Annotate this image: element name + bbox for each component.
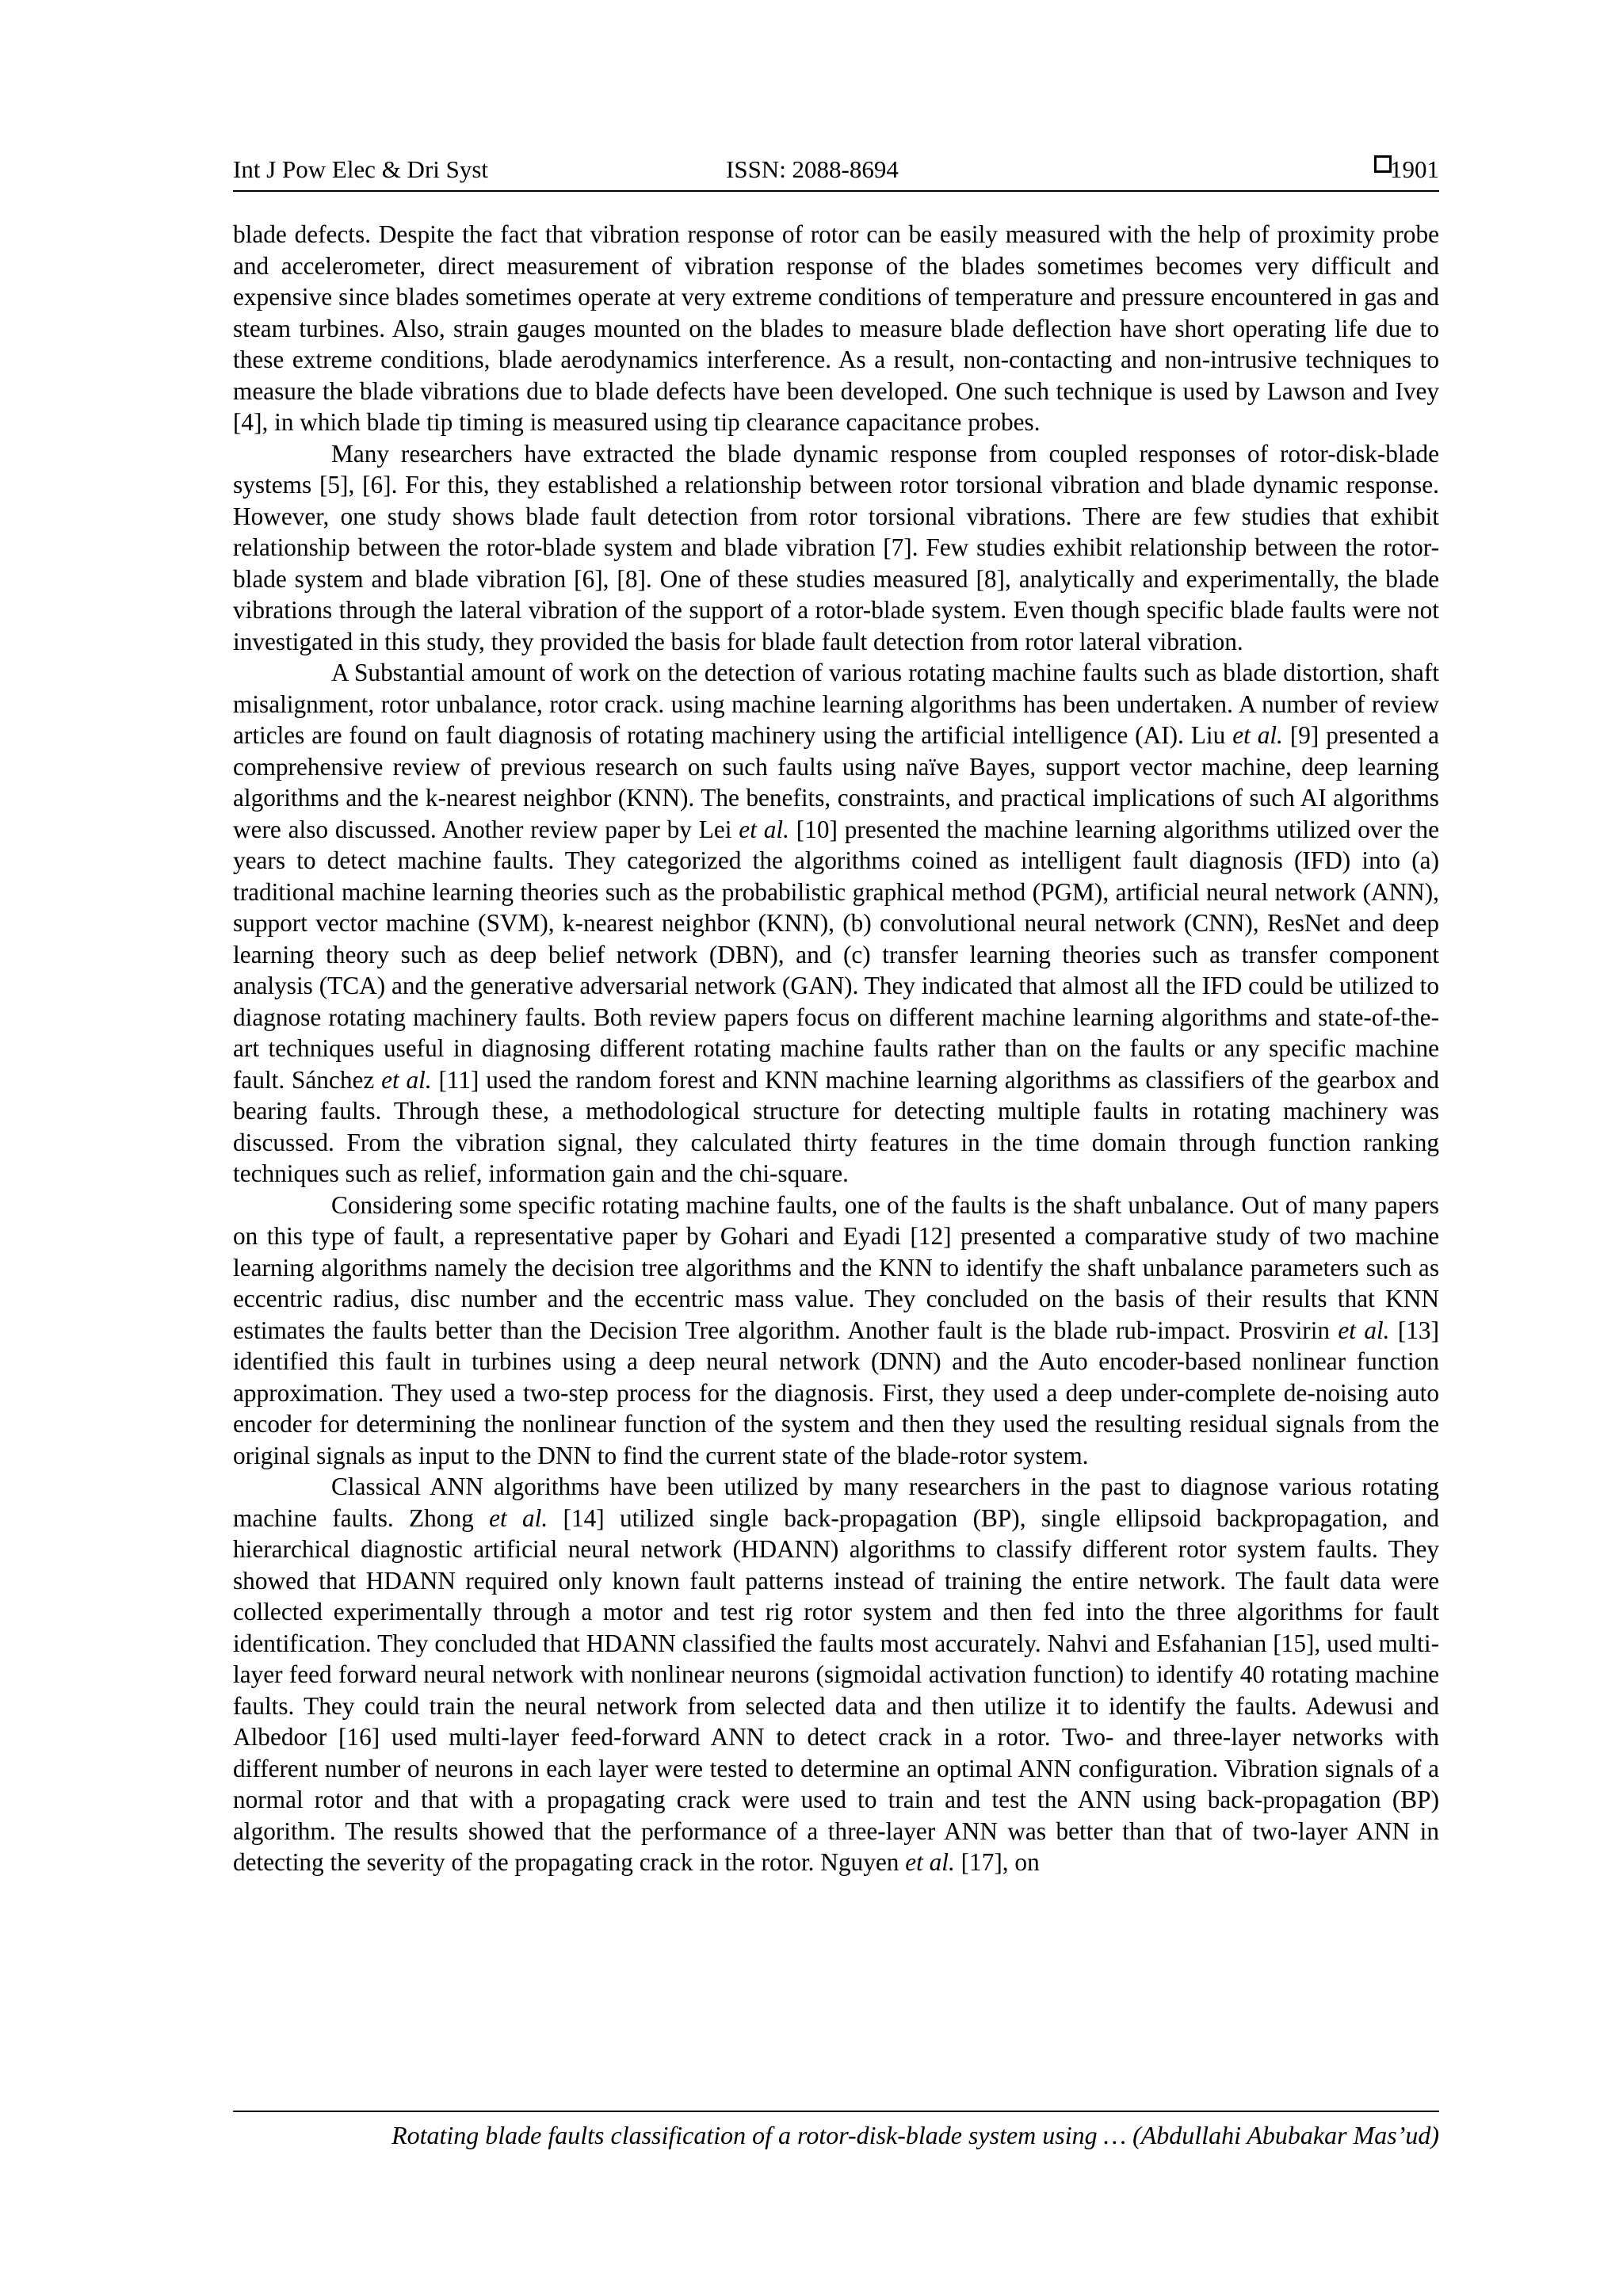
body-paragraph: [233, 1190, 1439, 1472]
body-paragraph: [233, 657, 1439, 1190]
paragraph-text: Many researchers have extracted the blade dynamic response from coupled responses of rotor-disk-blade systems [5], [6]. For this, they established a relationship between rotor torsional vibration and blade dynamic response. However, one study shows blade fault detection from rotor torsional vibrations. There are few studies that exhibit relationship between the rotor-blade system and blade vibration [7]. Few studies exhibit relationship between the rotor-blade system and blade vibration [6], [8]. One of these studies measured [8], analytically and experimentally, the blade vibrations through the lateral vibration of the support of a rotor-blade system. Even though specific blade faults were not investigated in this study, they provided the basis for blade fault detection from rotor lateral vibration.: [233, 439, 1439, 655]
footer-rule: [233, 2111, 1439, 2112]
body-paragraph: [233, 219, 1439, 438]
running-footer: Rotating blade faults classification of a rotor-disk-blade system using … (Abdullahi Abubakar Mas’ud): [391, 2121, 1439, 2149]
italic-text: et al.: [1232, 721, 1283, 749]
paragraph-text: blade defects. Despite the fact that vibration response of rotor can be easily measured with the help of proximity probe and accelerometer, direct measurement of vibration response of the blades sometimes becomes very difficult and expensive since blades sometimes operate at very extreme conditions of temperature and pressure encountered in gas and steam turbines. Also, strain gauges mounted on the blades to measure blade deflection have short operating life due to these extreme conditions, blade aerodynamics interference. As a result, non-contacting and non-intrusive techniques to measure the blade vibrations due to blade defects have been developed. One such technique is used by Lawson and Ivey [4], in which blade tip timing is measured using tip clearance capacitance probes.: [233, 220, 1439, 436]
paragraph-text: [9] presented a comprehensive review of previous research on such faults using naïve Bayes, support vector machine, deep learning algorithms and the k-nearest neighbor (KNN). The benefits, constraints, and practical implications of such AI algorithms were also discussed. Another review paper by Lei: [233, 721, 1439, 843]
paragraph-text: Considering some specific rotating machine faults, one of the faults is the shaft unbalance. Out of many papers on this type of fault, a representative paper by Gohari and Eyadi [12] presented a comparative study of two machine learning algorithms namely the decision tree algorithms and the KNN to identify the shaft unbalance parameters such as eccentric radius, disc number and the eccentric mass value. They concluded on the basis of their results that KNN estimates the faults better than the Decision Tree algorithm. Another fault is the blade rub-impact. Prosvirin: [233, 1190, 1439, 1344]
italic-text: et al.: [905, 1848, 955, 1876]
italic-text: et al.: [1338, 1316, 1390, 1344]
italic-text: et al.: [381, 1065, 432, 1094]
italic-text: et al.: [739, 815, 789, 843]
italic-text: et al.: [489, 1503, 548, 1532]
paragraph-text: Classical ANN algorithms have been utilized by many researchers in the past to diagnose various rotating machine faults. Zhong: [233, 1473, 1439, 1532]
page-number: 1901: [1390, 155, 1439, 183]
body-paragraph: [233, 438, 1439, 658]
paragraph-text: [11] used the random forest and KNN machine learning algorithms as classifiers of the gearbox and bearing faults. Through these, a methodological structure for detecting multiple faults in rotating machinery was discussed. From the vibration signal, they calculated thirty features in the time domain through function ranking techniques such as relief, information gain and the chi-square.: [233, 1065, 1440, 1187]
body-text: [233, 219, 1439, 1878]
paragraph-text: [14] utilized single back-propagation (BP), single ellipsoid backpropagation, and hierarchical diagnostic artificial neural network (HDANN) algorithms to classify different rotor system faults. They showed that HDANN required only known fault patterns instead of training the entire network. The fault data were collected experimentally through a motor and test rig rotor system and then fed into the three algorithms for fault identification. They concluded that HDANN classified the faults most accurately. Nahvi and Esfahanian [15], used multi-layer feed forward neural network with nonlinear neurons (sigmoidal activation function) to identify 40 rotating machine faults. They could train the neural network from selected data and then utilize it to identify the faults. Adewusi and Albedoor [16] used multi-layer feed-forward ANN to detect crack in a rotor. Two- and three-layer networks with different number of neurons in each layer were tested to determine an optimal ANN configuration. Vibration signals of a normal rotor and that with a propagating crack were used to train and test the ANN using back-propagation (BP) algorithm. The results showed that the performance of a three-layer ANN was better than that of two-layer ANN in detecting the severity of the propagating crack in the rotor. Nguyen: [233, 1503, 1439, 1876]
header-rule: [233, 190, 1439, 192]
paragraph-text: [10] presented the machine learning algorithms utilized over the years to detect machine faults. They categorized the algorithms coined as intelligent fault diagnosis (IFD) into (a) traditional machine learning theories such as the probabilistic graphical method (PGM), artificial neural network (ANN), support vector machine (SVM), k-nearest neighbor (KNN), (b) convolutional neural network (CNN), ResNet and deep learning theory such as deep belief network (DBN), and (c) transfer learning theories such as transfer component analysis (TCA) and the generative adversarial network (GAN). They indicated that almost all the IFD could be utilized to diagnose rotating machinery faults. Both review papers focus on different machine learning algorithms and state-of-the-art techniques useful in diagnosing different rotating machine faults rather than on the faults or any specific machine fault. Sánchez: [233, 815, 1439, 1094]
paragraph-text: A Substantial amount of work on the detection of various rotating machine faults such as blade distortion, shaft misalignment, rotor unbalance, rotor crack. using machine learning algorithms has been undertaken. A number of review articles are found on fault diagnosis of rotating machinery using the artificial intelligence (AI). Liu: [233, 659, 1439, 749]
paragraph-text: [13] identified this fault in turbines using a deep neural network (DNN) and the Auto encoder-based nonlinear function approximation. They used a two-step process for the diagnosis. First, they used a deep under-complete de-noising auto encoder for determining the nonlinear function of the system and then they used the resulting residual signals from the original signals as input to the DNN to find the current state of the blade-rotor system.: [233, 1316, 1439, 1469]
checkbox-square-icon: [1374, 155, 1392, 173]
running-header: [233, 155, 1439, 187]
journal-name: Int J Pow Elec & Dri Syst: [233, 155, 489, 183]
issn: ISSN: 2088-8694: [726, 155, 899, 183]
body-paragraph: [233, 1471, 1439, 1878]
paragraph-text: [17], on: [954, 1848, 1040, 1876]
